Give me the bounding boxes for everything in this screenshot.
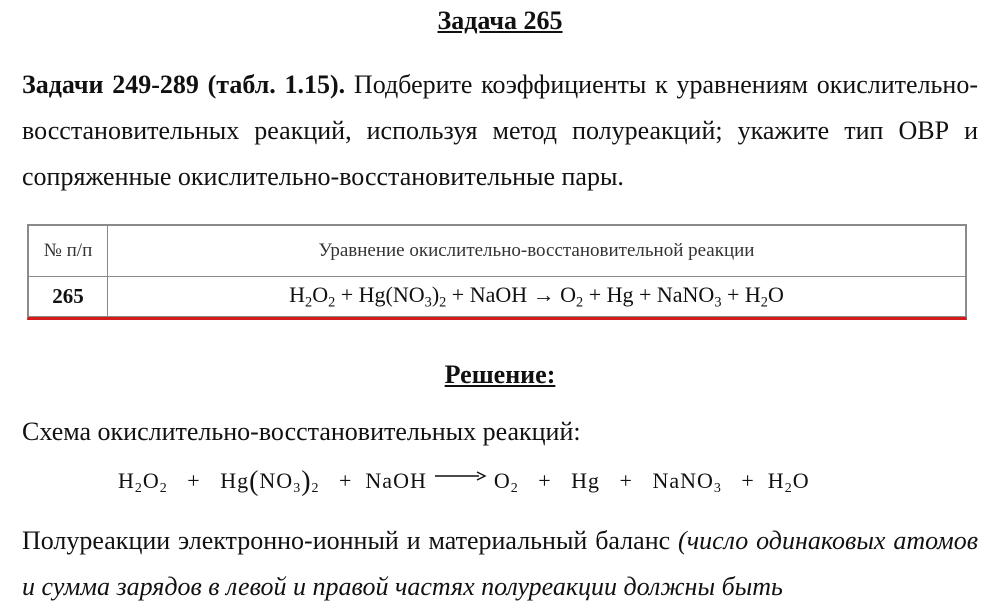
solution-title: Решение: xyxy=(444,360,556,389)
row-number: 265 xyxy=(29,277,108,317)
task-statement xyxy=(22,62,978,200)
half-reactions-text xyxy=(22,518,978,610)
page-title: Задача 265 xyxy=(437,6,563,35)
table-header-row xyxy=(29,226,966,277)
header-equation: Уравнение окислительно-восстановительной реакции xyxy=(108,226,966,277)
reaction-table xyxy=(27,224,967,320)
half-reactions-note: (число одинаковых атомов и сумма зарядов в левой и правой частях полуреакции должны быть xyxy=(22,526,978,601)
reaction-scheme: $H_2O_2 + Hg(NO_3)_2$ + NaOH $O_2 + Hg$ + NaNO$_3$ + $H_2O$ xyxy=(118,466,810,497)
scheme-label: Схема окислительно-восстановительных реакций: xyxy=(22,417,581,446)
task-text: Подберите коэффициенты к уравнениям окислительно-восстановительных реакций, используя метод полуреакций; укажите тип ОВР и сопряженные окислительно-восстановительные пары. xyxy=(22,70,978,191)
half-reactions-intro: Полуреакции электронно-ионный и материальный баланс xyxy=(22,526,679,555)
task-range-label: Задачи 249-289 (табл. 1.15). xyxy=(22,70,346,99)
row-equation: $H_2O_2 + Hg(NO_3)_2$ + NaOH → $O_2 + Hg$ + NaNO$_3$ + $H_2O$ xyxy=(108,277,966,317)
table-row xyxy=(29,277,966,317)
header-number: № п/п xyxy=(29,226,108,277)
